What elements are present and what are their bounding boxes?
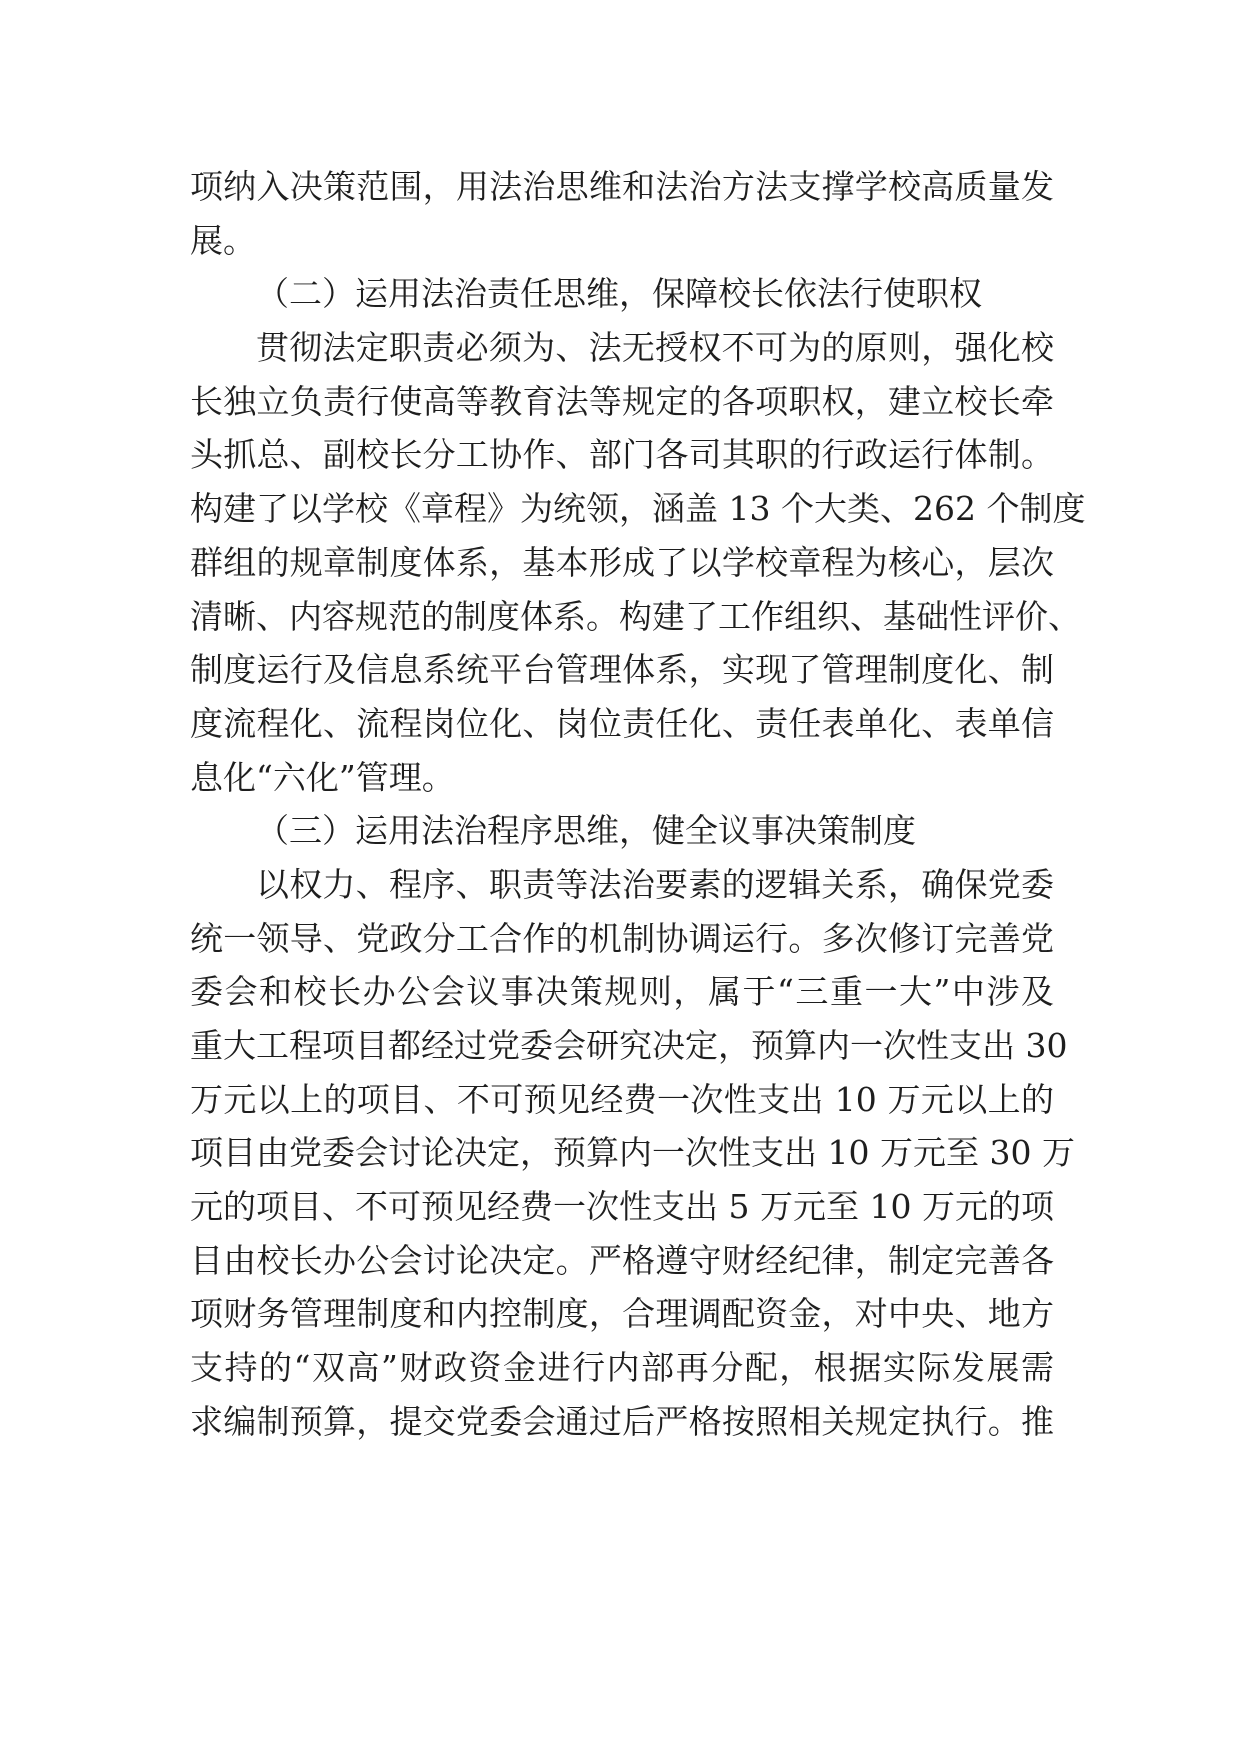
- body-line-21: 目由校长办公会讨论决定。严格遵守财经纪律，制定完善各: [190, 1240, 1054, 1280]
- body-line-22: 项财务管理制度和内控制度，合理调配资金，对中央、地方: [190, 1294, 1054, 1334]
- body-line-1: 项纳入决策范围，用法治思维和法治方法支撑学校高质量发: [190, 167, 1054, 206]
- body-text: [190, 160, 1086, 1449]
- body-line-7: 构建了以学校《章程》为统领，涵盖 13 个大类、262 个制度: [190, 489, 1086, 529]
- section-heading-three: （三）运用法治程序思维，健全议事决策制度: [256, 811, 916, 851]
- body-line-11: 度流程化、流程岗位化、岗位责任化、责任表单化、表单信: [190, 703, 1054, 743]
- body-line-18: 万元以上的项目、不可预见经费一次性支出 10 万元以上的: [190, 1079, 1054, 1119]
- body-line-20: 元的项目、不可预见经费一次性支出 5 万元至 10 万元的项: [190, 1187, 1054, 1227]
- section-heading-two: （二）运用法治责任思维，保障校长依法行使职权: [256, 274, 982, 314]
- body-line-8: 群组的规章制度体系，基本形成了以学校章程为核心，层次: [190, 542, 1054, 582]
- body-line-16: 委会和校长办公会议事决策规则，属于“三重一大”中涉及: [190, 972, 1054, 1012]
- body-line-23: 支持的“双高”财政资金进行内部再分配，根据实际发展需: [190, 1348, 1054, 1388]
- body-line-15: 统一领导、党政分工合作的机制协调运行。多次修订完善党: [190, 918, 1054, 958]
- body-line-5: 长独立负责行使高等教育法等规定的各项职权，建立校长牵: [190, 381, 1054, 421]
- body-line-9: 清晰、内容规范的制度体系。构建了工作组织、基础性评价、: [190, 596, 1081, 636]
- body-line-4: 贯彻法定职责必须为、法无授权不可为的原则，强化校: [256, 328, 1054, 368]
- body-line-24: 求编制预算，提交党委会通过后严格按照相关规定执行。推: [190, 1401, 1054, 1441]
- body-line-2: 展。: [190, 220, 256, 260]
- body-line-12: 息化“六化”管理。: [190, 757, 455, 797]
- body-line-6: 头抓总、副校长分工协作、部门各司其职的行政运行体制。: [190, 435, 1054, 475]
- body-line-14: 以权力、程序、职责等法治要素的逻辑关系，确保党委: [256, 864, 1054, 904]
- body-line-19: 项目由党委会讨论决定，预算内一次性支出 10 万元至 30 万: [190, 1133, 1075, 1173]
- body-line-10: 制度运行及信息系统平台管理体系，实现了管理制度化、制: [190, 650, 1054, 690]
- body-line-17: 重大工程项目都经过党委会研究决定，预算内一次性支出 30: [190, 1026, 1068, 1065]
